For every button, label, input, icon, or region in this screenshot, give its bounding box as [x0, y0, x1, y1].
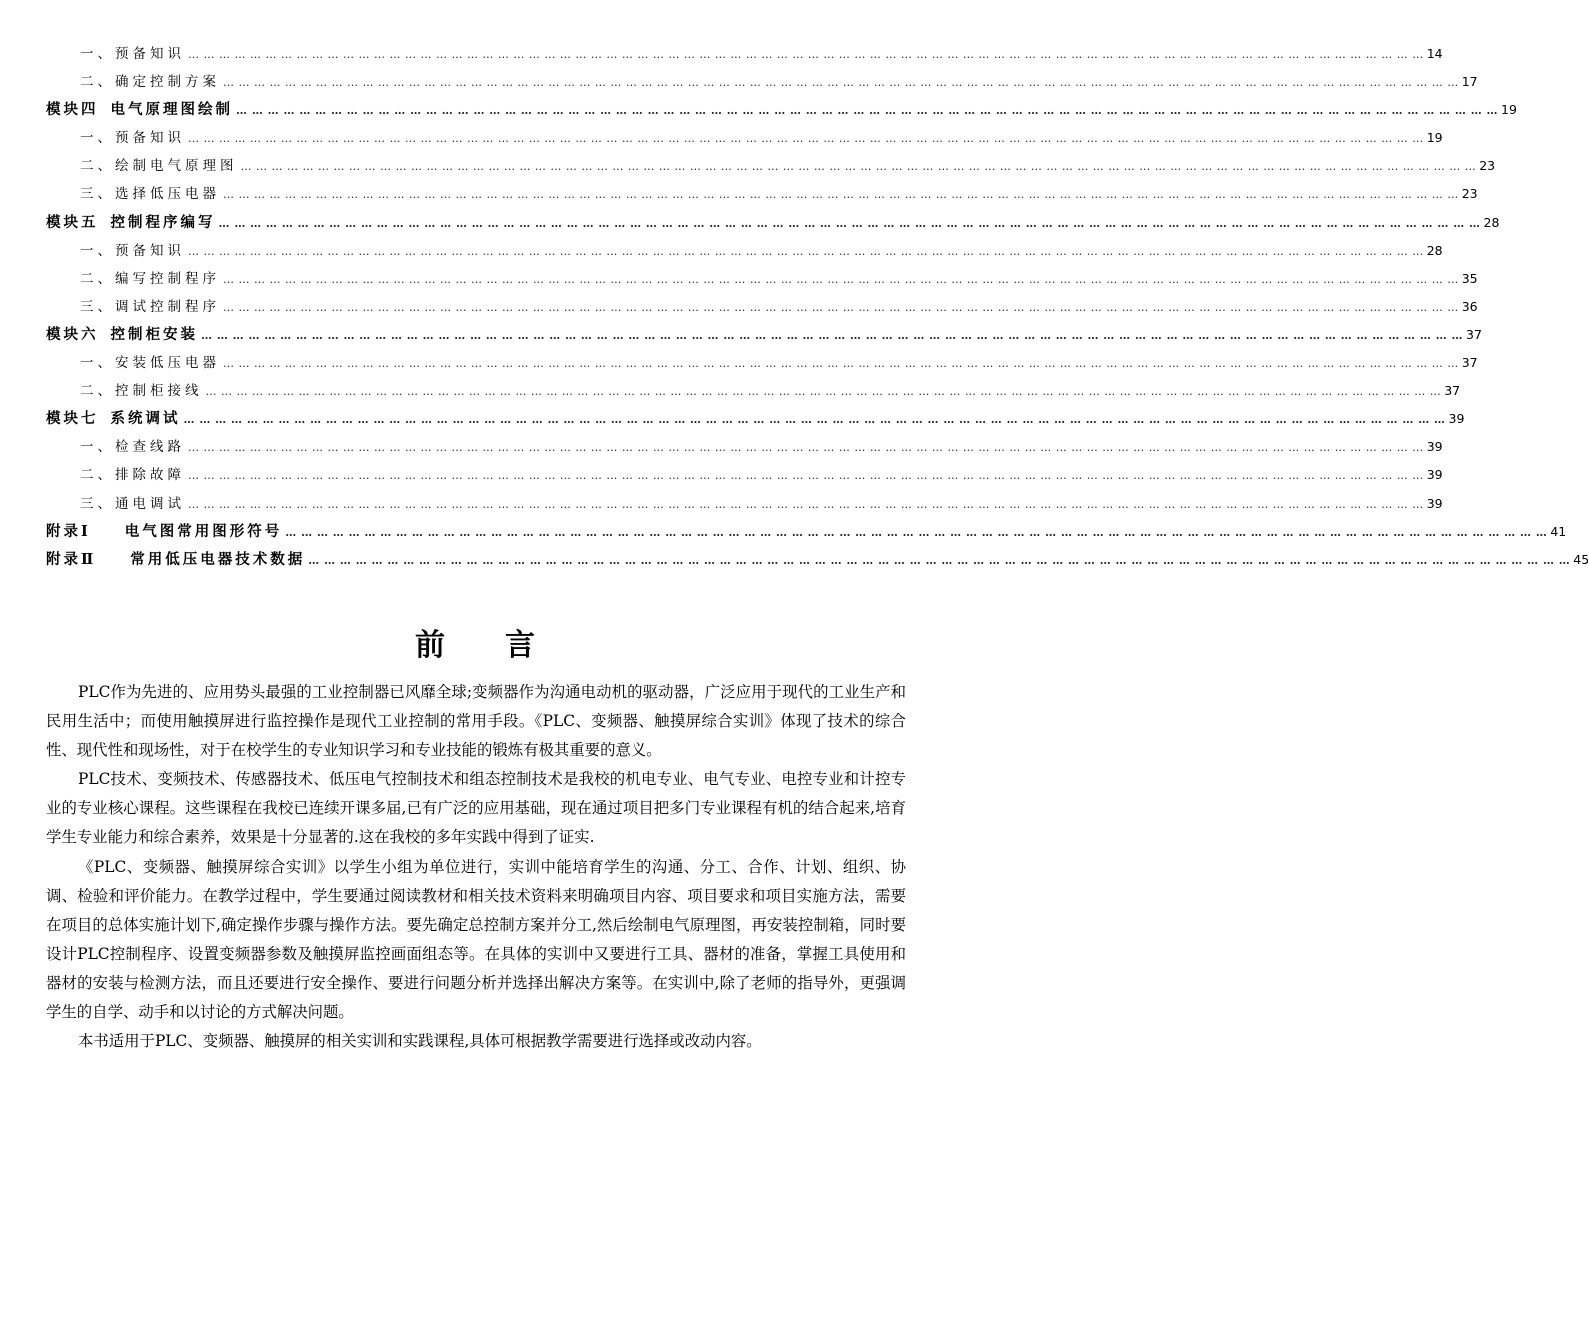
toc-leader: … … … … … … … … … … … … … … … … … … … … … … … … … … … … … … … … … … … … … … … … … … … … … … … … … … … … … … … … … … … … … … … … … … … … … … … … … … … … … … … …	[201, 328, 1464, 342]
toc-label: 一、预备知识	[80, 242, 185, 259]
toc-leader: … … … … … … … … … … … … … … … … … … … … … … … … … … … … … … … … … … … … … … … … … … … … … … … … … … … … … … … … … … … … … … … … … … … … … … … … … … … … … … … …	[308, 553, 1571, 567]
toc-leader: … … … … … … … … … … … … … … … … … … … … … … … … … … … … … … … … … … … … … … … … … … … … … … … … … … … … … … … … … … … … … … … … … … … … … … … … … … … … … … … …	[223, 357, 1459, 371]
toc-leader: … … … … … … … … … … … … … … … … … … … … … … … … … … … … … … … … … … … … … … … … … … … … … … … … … … … … … … … … … … … … … … … … … … … … … … … … … … … … … … … …	[188, 244, 1424, 258]
toc-page-number: 28	[1483, 214, 1500, 230]
table-of-contents	[46, 42, 1589, 576]
preface-paragraph: PLC技术、变频技术、传感器技术、低压电气控制技术和组态控制技术是我校的机电专业、电气专业、电控专业和计控专业的专业核心课程。这些课程在我校已连续开课多届,已有广泛的应用基础，现在通过项目把多门专业课程有机的结合起来,培育学生专业能力和综合素养，效果是十分显著的.这在我校的多年实践中得到了证实.	[46, 770, 906, 847]
toc-appendix-title: 电气图常用图形符号	[124, 522, 283, 540]
toc-entry[interactable]	[46, 295, 1478, 323]
toc-module-label: 模块四	[46, 101, 99, 119]
toc-module-entry[interactable]	[46, 323, 1482, 351]
toc-page-number: 39	[1426, 495, 1443, 511]
toc-leader: … … … … … … … … … … … … … … … … … … … … … … … … … … … … … … … … … … … … … … … … … … … … … … … … … … … … … … … … … … … … … … … … … … … … … … … … … … … … … … … …	[223, 300, 1459, 314]
preface-paragraph: PLC作为先进的、应用势头最强的工业控制器已风靡全球;变频器作为沟通电动机的驱动器，广泛应用于现代的工业生产和民用生活中；而使用触摸屏进行监控操作是现代工业控制的常用手段。《PLC、变频器、触摸屏综合实训》体现了技术的综合性、现代性和现场性，对于在校学生的专业知识学习和专业技能的锻炼有极其重要的意义。	[46, 683, 906, 760]
toc-label: 一、预备知识	[80, 130, 185, 147]
toc-page-number: 41	[1550, 523, 1567, 539]
toc-page-number: 37	[1466, 326, 1482, 342]
toc-module-title: 控制程序编写	[110, 213, 216, 231]
toc-entry[interactable]	[46, 351, 1478, 379]
toc-entry[interactable]	[46, 435, 1443, 463]
preface-body	[46, 678, 906, 1056]
toc-module-entry[interactable]	[46, 211, 1500, 239]
toc-page-number: 23	[1479, 158, 1496, 174]
toc-leader: … … … … … … … … … … … … … … … … … … … … … … … … … … … … … … … … … … … … … … … … … … … … … … … … … … … … … … … … … … … … … … … … … … … … … … … … … … … … … … … …	[205, 385, 1442, 399]
toc-entry[interactable]	[46, 492, 1443, 520]
toc-module-label: 模块六	[46, 325, 99, 343]
toc-leader: … … … … … … … … … … … … … … … … … … … … … … … … … … … … … … … … … … … … … … … … … … … … … … … … … … … … … … … … … … … … … … … … … … … … … … … … … … … … … … … …	[183, 413, 1446, 427]
toc-page-number: 37	[1444, 383, 1461, 399]
toc-entry[interactable]	[46, 70, 1478, 98]
toc-module-label: 模块七	[46, 410, 99, 428]
toc-page-number: 19	[1426, 130, 1443, 146]
toc-appendix-label: 附录Ⅰ	[46, 522, 91, 540]
toc-entry[interactable]	[46, 182, 1478, 210]
toc-module-entry[interactable]	[46, 98, 1517, 126]
toc-entry[interactable]	[46, 267, 1478, 295]
toc-page-number: 37	[1461, 355, 1478, 371]
toc-page-number: 17	[1461, 74, 1478, 90]
toc-appendix-entry[interactable]	[46, 548, 1589, 576]
toc-label: 二、编写控制程序	[80, 270, 220, 287]
toc-entry[interactable]	[46, 379, 1461, 407]
preface-paragraph: 《PLC、变频器、触摸屏综合实训》以学生小组为单位进行，实训中能培育学生的沟通、分工、合作、计划、组织、协调、检验和评价能力。在教学过程中，学生要通过阅读教材和相关技术资料来明确项目内容、项目要求和项目实施方法，需要在项目的总体实施计划下,确定操作步骤与操作方法。要先确定总控制方案并分工,然后绘制电气原理图，再安装控制箱，同时要设计PLC控制程序、设置变频器参数及触摸屏监控画面组态等。在具体的实训中又要进行工具、器材的准备，掌握工具使用和器材的安装与检测方法，而且还要进行安全操作、要进行问题分析并选择出解决方案等。在实训中,除了老师的指导外，更强调学生的自学、动手和以讨论的方式解决问题。	[46, 857, 906, 1022]
toc-module-title: 电气原理图绘制	[110, 101, 233, 119]
toc-leader: … … … … … … … … … … … … … … … … … … … … … … … … … … … … … … … … … … … … … … … … … … … … … … … … … … … … … … … … … … … … … … … … … … … … … … … … … … … … … … … …	[223, 76, 1459, 90]
toc-module-title: 系统调试	[110, 410, 181, 428]
toc-page-number: 36	[1461, 298, 1478, 314]
toc-label: 一、预备知识	[80, 46, 185, 62]
toc-label: 一、安装低压电器	[80, 355, 220, 372]
toc-page-number: 45	[1573, 551, 1589, 567]
toc-page-number: 39	[1426, 439, 1443, 455]
toc-appendix-label: 附录Ⅱ	[46, 550, 97, 568]
toc-leader: … … … … … … … … … … … … … … … … … … … … … … … … … … … … … … … … … … … … … … … … … … … … … … … … … … … … … … … … … … … … … … … … … … … … … … … … … … … … … … … …	[285, 525, 1548, 539]
toc-leader: … … … … … … … … … … … … … … … … … … … … … … … … … … … … … … … … … … … … … … … … … … … … … … … … … … … … … … … … … … … … … … … … … … … … … … … … … … … … … … … …	[218, 216, 1481, 230]
toc-label: 二、控制柜接线	[80, 383, 203, 400]
toc-leader: … … … … … … … … … … … … … … … … … … … … … … … … … … … … … … … … … … … … … … … … … … … … … … … … … … … … … … … … … … … … … … … … … … … … … … … … … … … … … … … …	[240, 160, 1477, 174]
toc-leader: … … … … … … … … … … … … … … … … … … … … … … … … … … … … … … … … … … … … … … … … … … … … … … … … … … … … … … … … … … … … … … … … … … … … … … … … … … … … … … … …	[188, 441, 1424, 455]
toc-leader: … … … … … … … … … … … … … … … … … … … … … … … … … … … … … … … … … … … … … … … … … … … … … … … … … … … … … … … … … … … … … … … … … … … … … … … … … … … … … … … …	[188, 132, 1424, 146]
toc-appendix-entry[interactable]	[46, 520, 1567, 548]
preface-title: 前言	[415, 628, 595, 663]
toc-module-entry[interactable]	[46, 407, 1465, 435]
toc-module-title: 控制柜安装	[110, 325, 198, 343]
toc-entry[interactable]	[46, 126, 1443, 154]
toc-entry[interactable]	[46, 239, 1443, 267]
toc-leader: … … … … … … … … … … … … … … … … … … … … … … … … … … … … … … … … … … … … … … … … … … … … … … … … … … … … … … … … … … … … … … … … … … … … … … … … … … … … … … … …	[188, 469, 1424, 483]
toc-leader: … … … … … … … … … … … … … … … … … … … … … … … … … … … … … … … … … … … … … … … … … … … … … … … … … … … … … … … … … … … … … … … … … … … … … … … … … … … … … … … …	[188, 497, 1424, 511]
toc-page-number: 28	[1426, 242, 1443, 258]
toc-label: 一、检查线路	[80, 439, 185, 456]
toc-page-number: 39	[1426, 467, 1443, 483]
toc-page-number: 19	[1501, 102, 1517, 118]
toc-appendix-title: 常用低压电器技术数据	[130, 550, 306, 568]
toc-page-number: 35	[1461, 270, 1478, 286]
toc-label: 二、排除故障	[80, 467, 185, 484]
toc-leader: … … … … … … … … … … … … … … … … … … … … … … … … … … … … … … … … … … … … … … … … … … … … … … … … … … … … … … … … … … … … … … … … … … … … … … … … … … … … … … … …	[223, 188, 1459, 202]
toc-label: 二、绘制电气原理图	[80, 158, 238, 175]
toc-entry[interactable]	[46, 42, 1443, 70]
toc-module-label: 模块五	[46, 213, 99, 231]
toc-leader: … … … … … … … … … … … … … … … … … … … … … … … … … … … … … … … … … … … … … … … … … … … … … … … … … … … … … … … … … … … … … … … … … … … … … … … … … … … … … … … …	[236, 104, 1499, 118]
toc-entry[interactable]	[46, 154, 1496, 182]
toc-page-number: 23	[1461, 186, 1478, 202]
toc-label: 三、通电调试	[80, 495, 185, 512]
toc-page-number: 14	[1426, 46, 1443, 61]
toc-page-number: 39	[1448, 411, 1465, 427]
toc-label: 三、调试控制程序	[80, 298, 220, 315]
toc-leader: … … … … … … … … … … … … … … … … … … … … … … … … … … … … … … … … … … … … … … … … … … … … … … … … … … … … … … … … … … … … … … … … … … … … … … … … … … … … … … … …	[188, 48, 1424, 61]
toc-entry[interactable]	[46, 463, 1443, 491]
preface-paragraph: 本书适用于PLC、变频器、触摸屏的相关实训和实践课程,具体可根据教学需要进行选择或改动内容。	[78, 1032, 762, 1051]
toc-label: 二、确定控制方案	[80, 74, 220, 91]
toc-leader: … … … … … … … … … … … … … … … … … … … … … … … … … … … … … … … … … … … … … … … … … … … … … … … … … … … … … … … … … … … … … … … … … … … … … … … … … … … … … … … …	[223, 272, 1459, 286]
toc-label: 三、选择低压电器	[80, 186, 220, 203]
